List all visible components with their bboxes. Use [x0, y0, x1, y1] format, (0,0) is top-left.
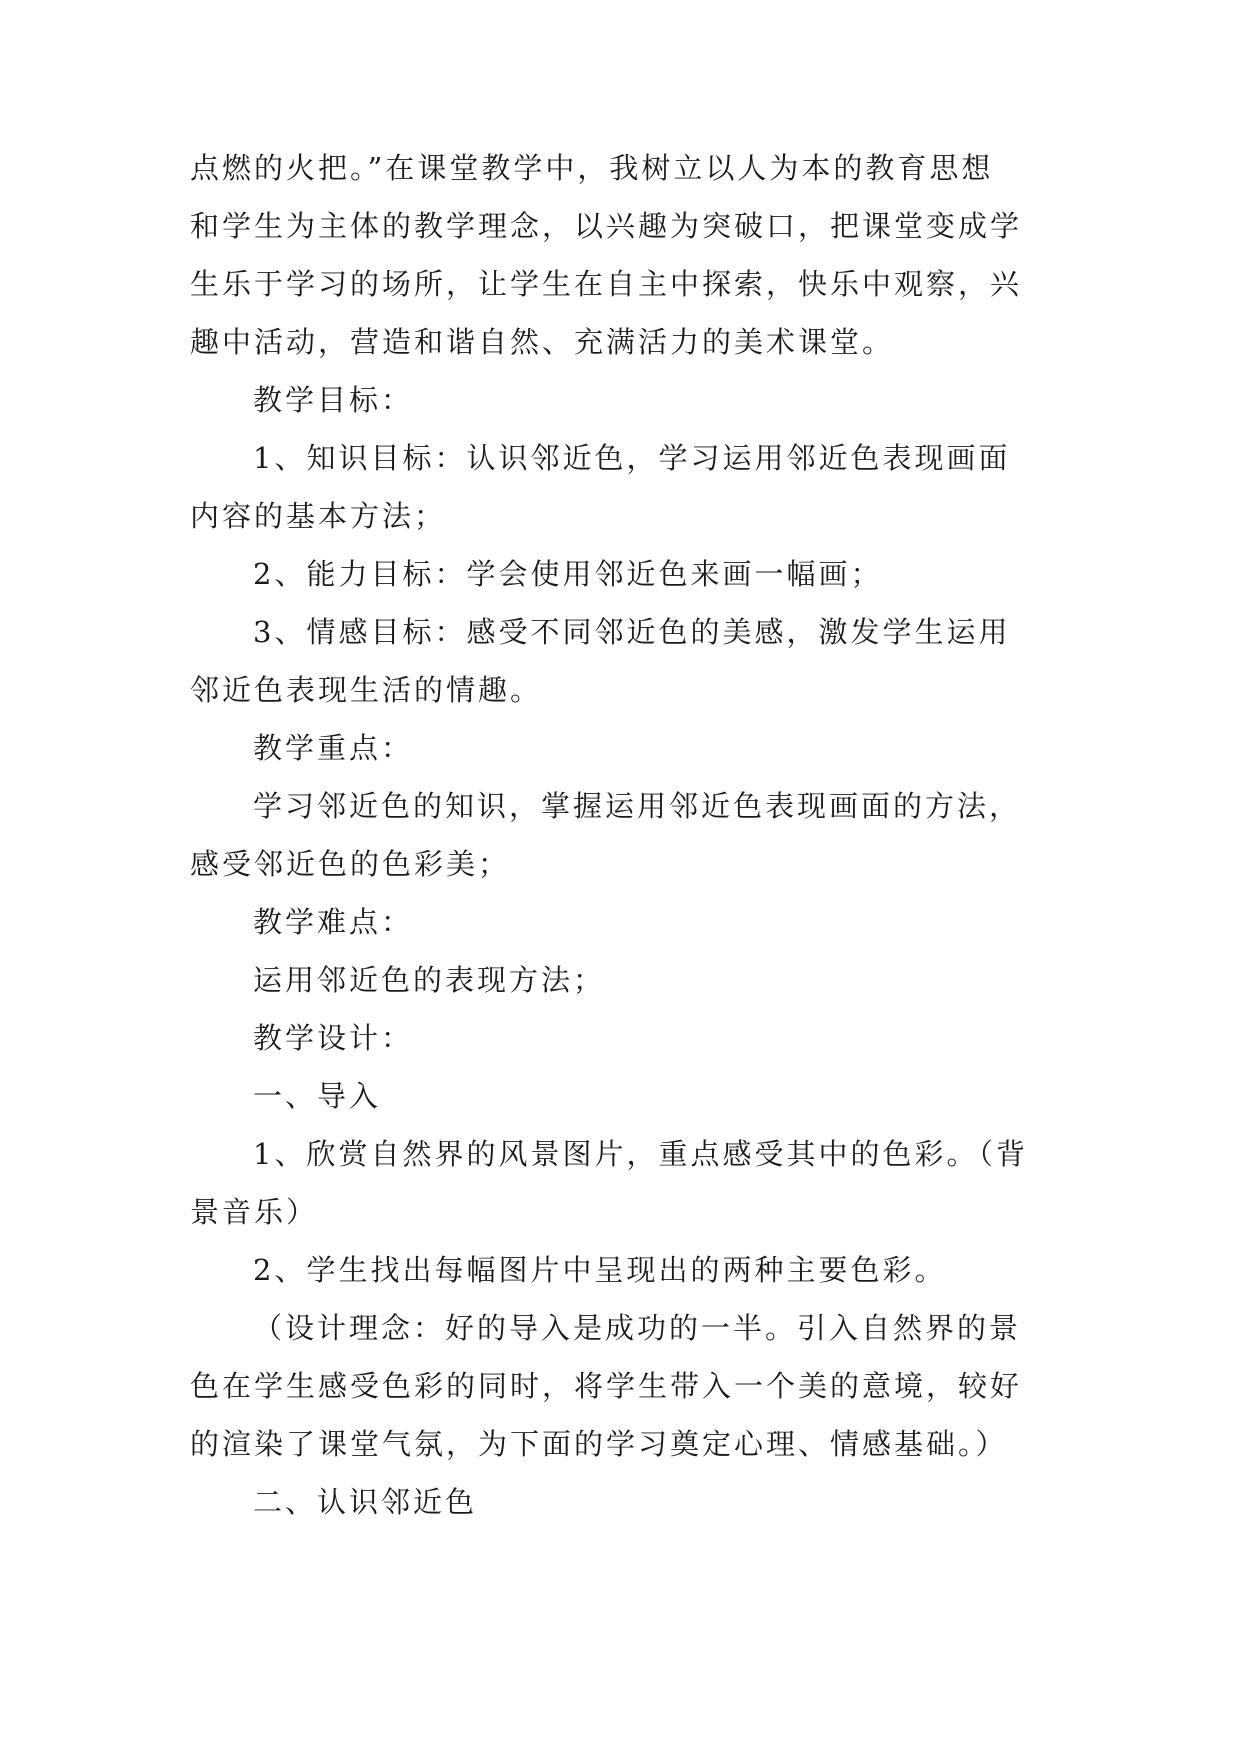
- text-line: 生乐于学习的场所，让学生在自主中探索，快乐中观察，兴: [190, 267, 1023, 301]
- text-line: 内容的基本方法；: [190, 499, 447, 533]
- section-heading: 一、导入: [253, 1079, 382, 1113]
- text-line: 点燃的火把。”在课堂教学中，我树立以人为本的教育思想: [190, 151, 994, 185]
- text-line: 1、知识目标：认识邻近色，学习运用邻近色表现画面: [253, 441, 1011, 475]
- section-heading: 教学重点：: [253, 731, 414, 765]
- text-line: 2、学生找出每幅图片中呈现出的两种主要色彩。: [253, 1253, 947, 1287]
- section-heading: 教学设计：: [253, 1021, 414, 1055]
- text-line: 学习邻近色的知识，掌握运用邻近色表现画面的方法，: [253, 789, 1022, 823]
- text-line: 2、能力目标：学会使用邻近色来画一幅画；: [253, 557, 883, 591]
- section-heading: 教学目标：: [253, 383, 414, 417]
- text-line: 趣中活动，营造和谐自然、充满活力的美术课堂。: [190, 325, 895, 359]
- text-line: 1、欣赏自然界的风景图片，重点感受其中的色彩。（背: [253, 1137, 1028, 1171]
- section-heading: 二、认识邻近色: [253, 1485, 478, 1519]
- text-line: 色在学生感受色彩的同时，将学生带入一个美的意境，较好: [190, 1369, 1023, 1403]
- text-line: （设计理念：好的导入是成功的一半。引入自然界的景: [253, 1311, 1022, 1345]
- text-line: 和学生为主体的教学理念，以兴趣为突破口，把课堂变成学: [190, 209, 1023, 243]
- text-line: 景音乐）: [190, 1195, 319, 1229]
- section-heading: 教学难点：: [253, 905, 414, 939]
- text-line: 3、情感目标：感受不同邻近色的美感，激发学生运用: [253, 615, 1011, 649]
- text-line: 邻近色表现生活的情趣。: [190, 673, 543, 707]
- text-line: 运用邻近色的表现方法；: [253, 963, 606, 997]
- text-line: 感受邻近色的色彩美；: [190, 847, 511, 881]
- text-line: 的渲染了课堂气氛，为下面的学习奠定心理、情感基础。）: [190, 1427, 1008, 1461]
